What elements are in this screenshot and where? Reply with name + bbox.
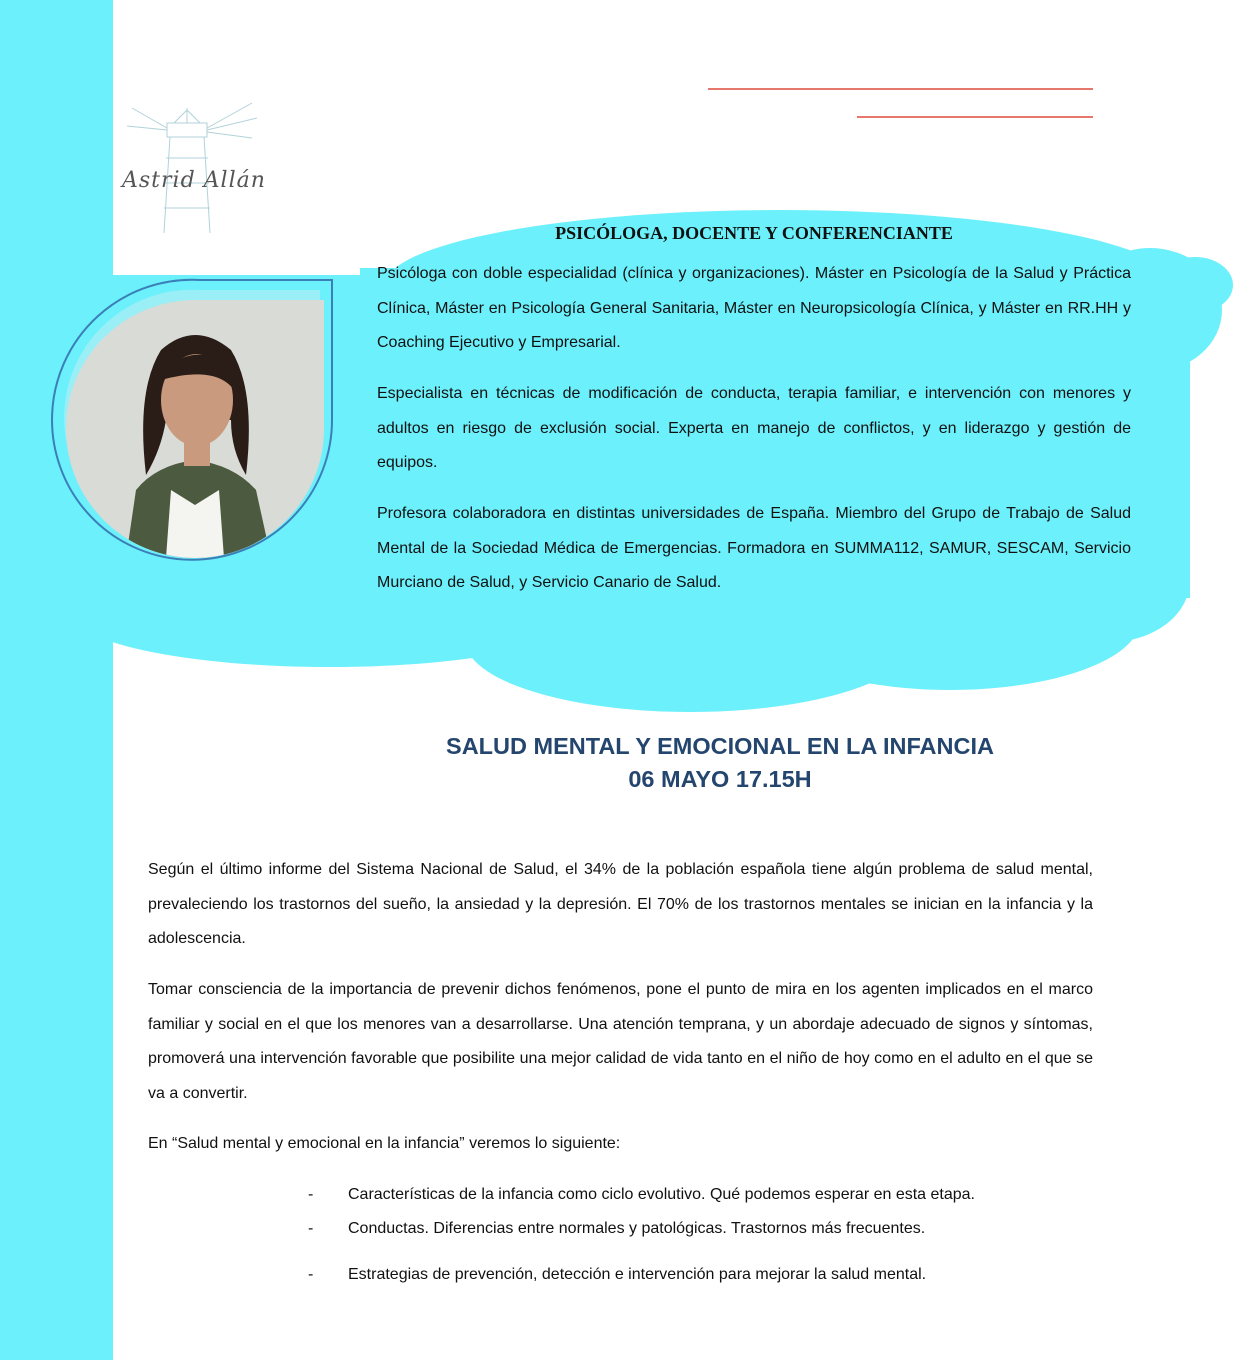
topics-list [308, 1180, 1068, 1294]
body-paragraph: Tomar consciencia de la importancia de prevenir dichos fenómenos, pone el punto de mira en los agenten implicados en el marco familiar y social en el que los menores van a desarrollarse. Una atención temprana, y un abordaje adecuado de signos y síntomas, promoverá una intervención favorable que posibilite una mejor calidad de vida tanto en el niño de hoy como en el adulto en el que se va a convertir. [148, 981, 1093, 1102]
body-paragraph: Según el último informe del Sistema Nacional de Salud, el 34% de la población española tiene algún problema de salud mental, prevaleciendo los trastornos del sueño, la ansiedad y la depresión. El 70% de los trastornos mentales se inician en la infancia y la adolescencia. [148, 861, 1093, 947]
bio-paragraph: Especialista en técnicas de modificación de conducta, terapia familiar, e intervención con menores y adultos en riesgo de exclusión social. Experta en manejo de conflictos, y en liderazgo y gestión de equipos. [377, 385, 1131, 471]
bullet-dash: - [308, 1266, 314, 1283]
event-date: 06 MAYO 17.15H [628, 766, 812, 792]
speaker-subtitle: PSICÓLOGA, DOCENTE Y CONFERENCIANTE [555, 223, 953, 243]
decorative-line-bottom [857, 116, 1093, 118]
list-item [308, 1260, 1068, 1294]
decorative-line-top [708, 88, 1093, 90]
bio-paragraph: Profesora colaboradora en distintas universidades de España. Miembro del Grupo de Trabajo de Salud Mental de la Sociedad Médica de Emergencias. Formadora en SUMMA112, SAMUR, SESCAM, Servicio Murciano de Salud, y Servicio Canario de Salud. [377, 505, 1131, 591]
list-item-text: Conductas. Diferencias entre normales y patológicas. Trastornos más frecuentes. [348, 1220, 926, 1237]
event-title: SALUD MENTAL Y EMOCIONAL EN LA INFANCIA [446, 733, 994, 759]
bullet-dash: - [308, 1186, 314, 1203]
list-item-text: Estrategias de prevención, detección e intervención para mejorar la salud mental. [348, 1266, 927, 1283]
bullet-dash: - [308, 1220, 314, 1237]
speaker-photo [66, 300, 324, 558]
list-item [308, 1214, 1068, 1248]
list-item-text: Características de la infancia como ciclo evolutivo. Qué podemos esperar en esta etapa. [348, 1186, 975, 1203]
bio-paragraph: Psicóloga con doble especialidad (clínica y organizaciones). Máster en Psicología de la Salud y Práctica Clínica, Máster en Psicología General Sanitaria, Máster en Neuropsicología Clínica, y Máster en RR.HH y Coaching Ejecutivo y Empresarial. [377, 265, 1131, 351]
body-paragraph: En “Salud mental y emocional en la infancia” veremos lo siguiente: [148, 1135, 621, 1152]
list-item [308, 1180, 1068, 1214]
logo-signature: Astrid Allán [122, 168, 266, 193]
event-title-block [300, 730, 1140, 796]
